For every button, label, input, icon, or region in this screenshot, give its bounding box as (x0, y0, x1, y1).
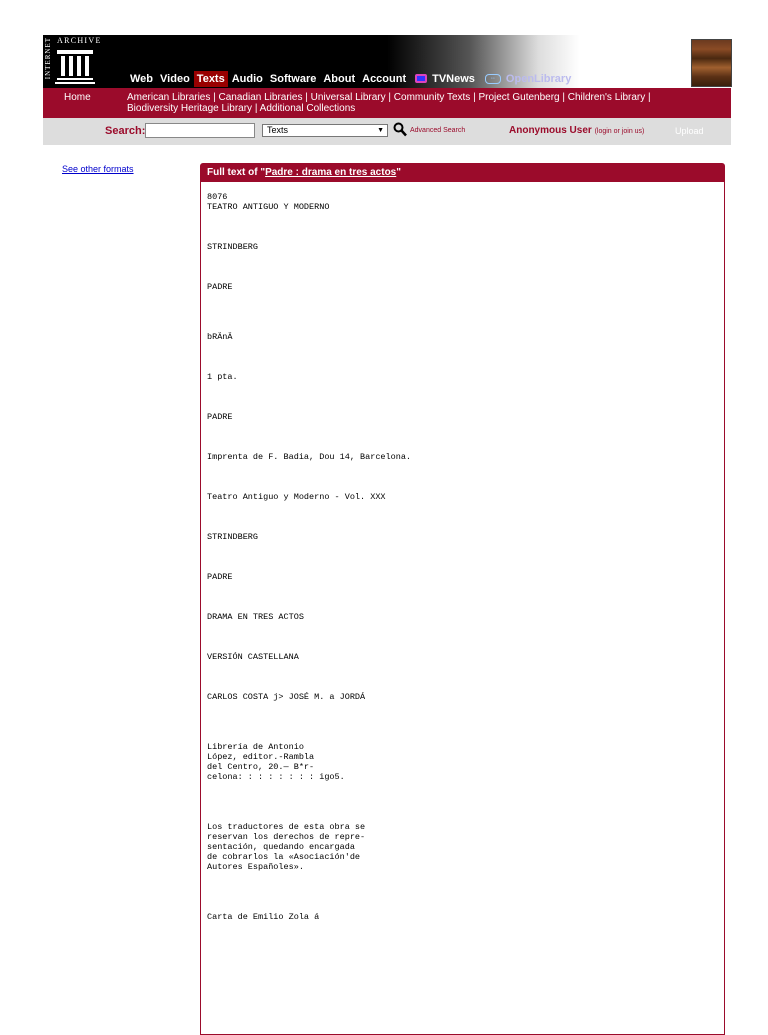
tv-icon (415, 74, 427, 83)
nav-account[interactable]: Account (362, 72, 407, 85)
logo-text-internet: INTERNET (44, 37, 52, 80)
search-scope-select[interactable] (262, 124, 388, 137)
login-link[interactable]: (login or join us) (594, 128, 645, 135)
search-bar (43, 118, 731, 145)
full-text-panel (200, 163, 725, 1035)
anonymous-user (509, 125, 644, 136)
collections-bar (43, 88, 731, 118)
full-text-body: 8076 TEATRO ANTIGUO Y MODERNO STRINDBERG PADRE bRÄnÄ 1 pta. PADRE Imprenta de F. Badia, Dou 14, Barcelona. Teatro Antiguo y Moderno - Vol. XXX STRINDBERG PADRE DRAMA EN TRES ACTOS VERSIÓN CASTELLANA CARLOS COSTA j> JOSÉ M. a JORDÁ Librería de Antonio López, editor.-Rambla del Centro, 20.— B*r- celona: : : : : : : : igo5. Los traductores de esta obra se reservan los derechos de repre- sentación, quedando encargada de cobrarlos la «Asociación'de Autores Españoles». Carta de Emilio Zola á (207, 192, 412, 922)
nav-software[interactable]: Software (269, 72, 317, 85)
see-other-formats-link[interactable]: See other formats (62, 164, 134, 174)
nav-texts[interactable]: Texts (194, 71, 228, 87)
nav-web[interactable]: Web (130, 72, 154, 85)
nav-audio[interactable]: Audio (231, 72, 263, 85)
search-label: Search: (105, 125, 146, 137)
nav-tvnews-label: TVNews (432, 72, 475, 85)
nav-about[interactable]: About (323, 72, 356, 85)
collections-links[interactable]: American Libraries | Canadian Libraries | Universal Library | Community Texts | Project Gutenberg | Children's Library | Biodiversity Heritage Library | Additional Collections (127, 92, 651, 114)
top-header (43, 35, 731, 88)
dropdown-arrow-icon: ▼ (377, 127, 384, 134)
search-input[interactable] (145, 123, 255, 138)
book-title-link[interactable]: Padre : drama en tres actos (265, 167, 397, 178)
internet-archive-logo[interactable] (43, 35, 126, 88)
nav-tvnews[interactable] (410, 71, 479, 87)
books-collection-image[interactable] (691, 39, 732, 87)
nav-video[interactable]: Video (160, 72, 190, 85)
full-text-header (201, 164, 724, 182)
search-icon[interactable] (393, 122, 407, 137)
archive-temple-icon (55, 47, 95, 85)
full-text-prefix: Full text of " (207, 167, 266, 178)
logo-text-archive: ARCHIVE (57, 36, 102, 45)
home-link[interactable]: Home (64, 92, 91, 103)
advanced-search-link[interactable]: Advanced Search (410, 127, 466, 134)
main-nav (127, 69, 575, 88)
nav-openlibrary-label: OpenLibrary (505, 72, 572, 85)
openlibrary-icon: ◦◦ (485, 74, 501, 84)
full-text-suffix: " (396, 167, 401, 178)
search-scope-value: Texts (267, 125, 289, 135)
upload-link[interactable]: Upload (675, 126, 704, 136)
user-name: Anonymous User (509, 125, 592, 136)
nav-openlibrary[interactable] (479, 71, 575, 87)
